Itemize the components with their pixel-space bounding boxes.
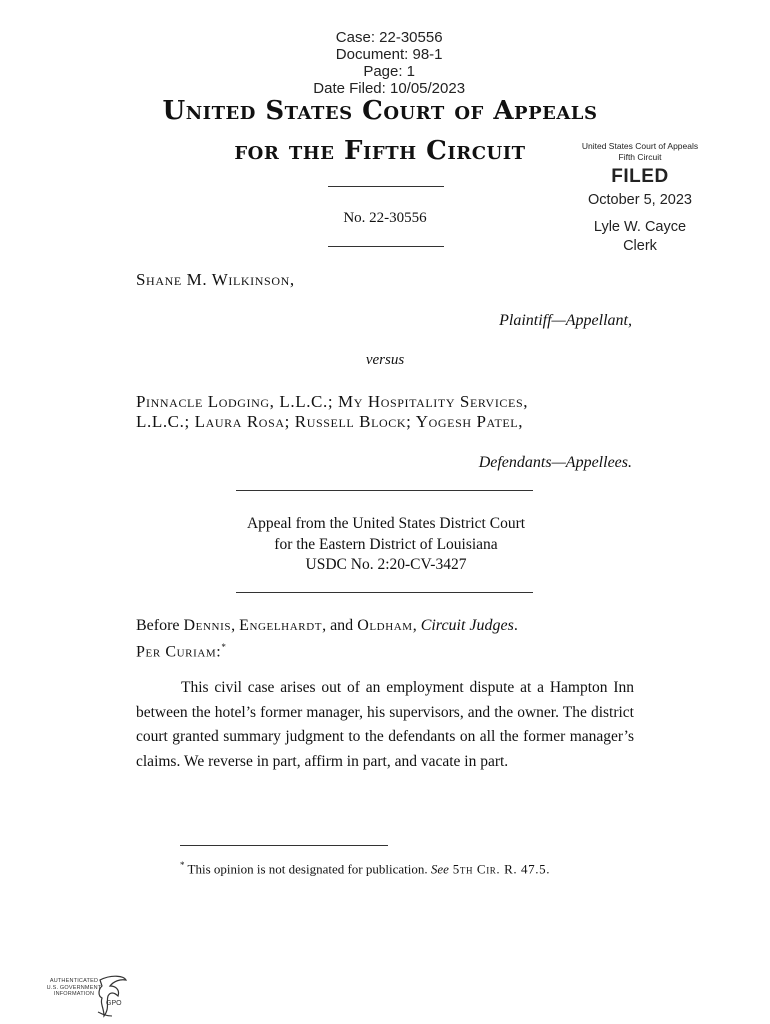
panel-end: . [513,617,518,634]
divider [236,592,533,593]
divider [328,246,444,247]
divider [236,490,533,491]
case-number: No. 22-30556 [343,210,427,226]
footnote-rule: 5th Cir. R. 47.5. [448,861,551,877]
footnote-divider [180,845,388,846]
document-number-header: Document: 98-1 [335,46,443,63]
opinion-paragraph: This civil case arises out of an employment dispute at a Hampton Inn between the hotel’s former manager, his supervisors, and the owner. The district court granted summary judgment to the defendants on all the former manager’s claims. We reverse in part, affirm in part, and vacate in part. [136,679,634,770]
stamp-clerk-title: Clerk [623,238,657,254]
court-title-line1: United States Court of Appeals [162,96,598,126]
panel-line [136,617,518,635]
footnote-marker: * [221,642,226,652]
appeal-line1: Appeal from the United States District Court [246,515,526,532]
stamp-court-line1: United States Court of Appeals [581,141,699,151]
footnote-see: See [430,861,449,877]
judges-title: Circuit Judges [420,617,514,634]
footnote-text: This opinion is not designated for publication. [184,861,431,877]
stamp-court-line2: Fifth Circuit [618,152,662,162]
before-label: Before [136,617,180,634]
divider [328,186,444,187]
defendants-line2: L.L.C.; Laura Rosa; Russell Block; Yogesh Patel, [136,412,524,431]
appeal-line3: USDC No. 2:20-CV-3427 [305,556,467,573]
appeal-line2: for the Eastern District of Louisiana [274,535,498,553]
footnote-symbol: * [180,860,185,870]
per-curiam [136,642,226,661]
footnote [180,860,550,877]
gpo-mark: GPO [106,1000,122,1007]
defendants-role: Defendants—Appellees. [478,454,632,471]
judge-dennis: Dennis [183,617,232,634]
gpo-line3: INFORMATION [53,991,95,997]
versus-label: versus [365,352,405,368]
gpo-authentication-logo [40,972,130,1020]
panel-separator: , [231,617,240,634]
panel-separator: , [412,617,421,634]
judge-oldham: Oldham [357,617,413,634]
panel-separator: , and [322,617,358,634]
court-title-line2: for the Fifth Circuit [234,136,526,166]
docket-header [0,12,770,97]
page-number-header: Page: 1 [363,63,416,80]
gpo-line1: AUTHENTICATED [49,978,99,984]
per-curiam-label: Per Curiam: [136,643,222,661]
stamp-filed-date: October 5, 2023 [588,192,692,208]
appeal-origin [136,514,636,576]
plaintiff-name: Shane M. Wilkinson, [136,270,295,289]
gpo-line2: U.S. GOVERNMENT [46,984,102,991]
date-filed-header: Date Filed: 10/05/2023 [313,80,466,97]
filed-stamp [560,141,720,256]
eagle-icon [40,972,130,1020]
stamp-clerk-name: Lyle W. Cayce [593,219,687,235]
judge-engelhardt: Engelhardt [239,617,323,634]
case-number-header: Case: 22-30556 [335,29,443,46]
plaintiff-role: Plaintiff—Appellant, [499,312,632,329]
stamp-filed-status: FILED [611,166,669,187]
defendants-line1: Pinnacle Lodging, L.L.C.; My Hospitality Services, [136,392,529,411]
